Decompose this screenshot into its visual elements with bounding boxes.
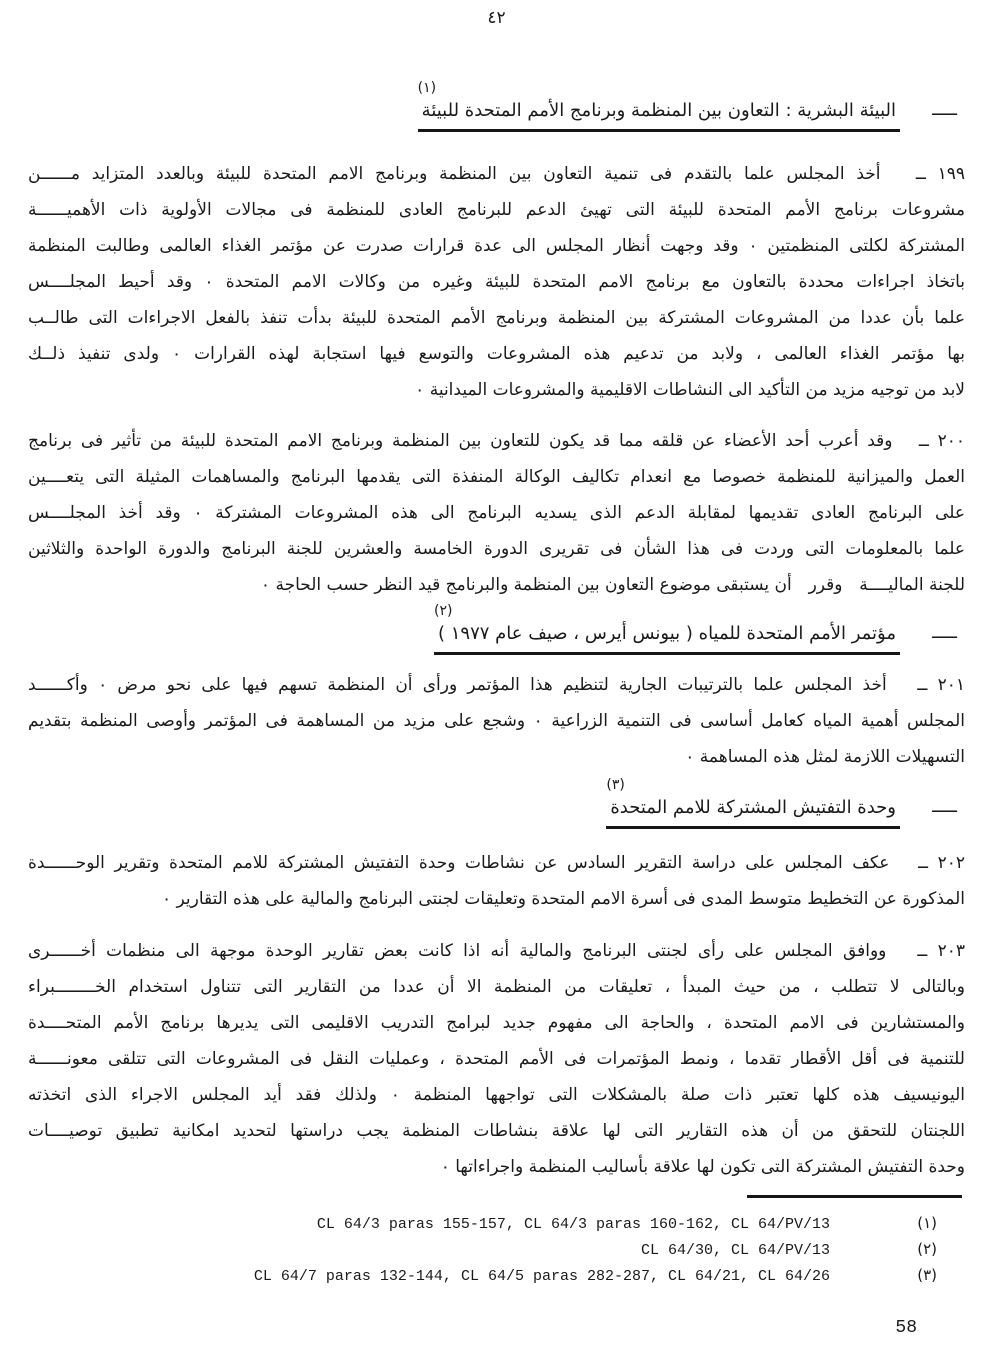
paragraph-201 <box>28 667 965 775</box>
footnote-text: CL 64/30, CL 64/PV/13 <box>640 1242 830 1259</box>
footnote-ref-3: (٣) <box>606 777 625 793</box>
paragraph-line: ٢٠١ ــ أخذ المجلس علما بالترتيبات الجارية لتنظيم هذا المؤتمر ورأى أن المنظمة تسهم فيها على نحو مرض ٠ وأكــــــد <box>28 675 965 695</box>
paragraph-line: للتنمية فى أقل الأقطار تقدما ، ونمط المؤتمرات فى الأمم المتحدة ، وعمليات النقل فى المشروعات التى تتلقى معونــــــة <box>28 1049 965 1069</box>
section-heading-water-conference <box>28 603 965 655</box>
footnote-text: CL 64/3 paras 155-157, CL 64/3 paras 160-162, CL 64/PV/13 <box>316 1216 830 1233</box>
dash-bullet: ـــــ <box>932 797 957 817</box>
paragraph-line: مشروعات برنامج الأمم المتحدة للبيئة التى تهيئ الدعم للبرنامج العادى للمنظمة فى مجالات الأولوية ذات الأهميــــــة <box>28 200 965 220</box>
heading-title: البيئة البشرية : التعاون بين المنظمة وبرنامج الأمم المتحدة للبيئة <box>418 96 900 132</box>
footnote-3 <box>28 1262 965 1288</box>
paragraph-line: وبالتالى لا تتطلب ، من حيث المبدأ ، تعليقات من المنظمة الا أن عددا من التقارير التى تتناول استخدام الخــــــــبراء <box>28 977 965 997</box>
paragraph-line: علما بالمعلومات التى وردت فى هذا الشأن فى تقريرى الدورة الخامسة والعشرين للجنة البرنامج والدورة الواحدة والثلاثين <box>28 539 965 559</box>
footnote-ref-1: (١) <box>417 80 437 96</box>
page-number-top: ٤٢ <box>487 8 506 28</box>
page-number-bottom: 58 <box>895 1318 917 1338</box>
paragraph-line: ٢٠٢ ــ عكف المجلس على دراسة التقرير السادس عن نشاطات وحدة التفتيش المشتركة للامم المتحدة وتقرير الوحــــــدة <box>28 853 965 873</box>
paragraph-line: العمل والميزانية للمنظمة خصوصا مع انعدام تكاليف الوكالة المنفذة التى يقدمها البرنامج والمساهمات المثيلة التى يتعــــين <box>28 467 965 487</box>
heading-body <box>418 80 900 132</box>
section-heading-human-environment <box>28 80 965 132</box>
paragraph-line: اللجنتان للتحقق من أن هذه التقارير التى لها علاقة بنشاطات المنظمة يجب دراستها لتحديد امكانية تطبيق توصيــــات <box>28 1121 965 1141</box>
paragraph-line: المجلس أهمية المياه كعامل أساسى فى التنمية الزراعية ٠ وشجع على مزيد من المساهمة فى المؤتمر وأوصى المنظمة بتقديم <box>28 711 965 731</box>
paragraph-line: وحدة التفتيش المشتركة التى تكون لها علاقة بأساليب المنظمة واجراءاتها ٠ <box>440 1157 965 1177</box>
heading-title: وحدة التفتيش المشتركة للامم المتحدة <box>606 793 900 829</box>
paragraph-line: ٢٠٣ ــ ووافق المجلس على رأى لجنتى البرنامج والمالية أنه اذا كانت بعض تقارير الوحدة موجهة الى منظمات أخــــــرى <box>28 941 965 961</box>
footnote-marker: (٢) <box>917 1240 937 1258</box>
paragraph-line: ٢٠٠ ــ وقد أعرب أحد الأعضاء عن قلقه مما قد يكون للتعاون بين المنظمة وبرنامج الامم المتحدة للبيئة من تأثير فى برنامج <box>28 431 965 451</box>
underlined-decided-word: وقرر <box>803 567 849 603</box>
paragraph-line: ١٩٩ ــ أخذ المجلس علما بالتقدم فى تنمية التعاون بين المنظمة وبرنامج الامم المتحدة للبيئة وبالعدد المتزايد مــــــن <box>28 164 965 184</box>
paragraph-203 <box>28 933 965 1185</box>
line-text-before: للجنة الماليــــة <box>848 575 965 595</box>
paragraph-line: لابد من توجيه مزيد من التأكيد الى النشاطات الاقليمية والمشروعات الميدانية ٠ <box>415 380 965 400</box>
paragraph-line: بها مؤتمر الغذاء العالمى ، ولابد من تدعيم هذه المشروعات والتوسع فيها استجابة لهذه القرارات ٠ ولدى تنفيذ ذلــك <box>28 344 965 364</box>
footnote-text: CL 64/7 paras 132-144, CL 64/5 paras 282-287, CL 64/21, CL 64/26 <box>253 1268 830 1285</box>
heading-body <box>606 777 900 829</box>
footnote-2 <box>28 1236 965 1262</box>
footnote-marker: (١) <box>917 1214 937 1232</box>
paragraph-line: علما بأن عددا من المشروعات المشتركة بين المنظمة وبرنامج الأمم المتحدة للبيئة بدأت تنفذ بالفعل الاجراءات التى طالــب <box>28 308 965 328</box>
footnotes-block <box>28 1210 965 1288</box>
line-text-after: أن يستبقى موضوع التعاون بين المنظمة والبرنامج قيد النظر حسب الحاجة ٠ <box>260 575 803 595</box>
paragraph-line: على البرنامج العادى تقديمها لمقابلة الدعم الذى يسديه البرنامج الى هذه المشروعات المشتركة ٠ وقد أخذ المجلــــس <box>28 503 965 523</box>
paragraph-line: المشتركة لكلتى المنظمتين ٠ وقد وجهت أنظار المجلس الى عدة قرارات صدرت عن مؤتمر الغذاء العالمى وطالبت المنظمة <box>28 236 965 256</box>
paragraph-line: باتخاذ اجراءات محددة بالتعاون مع برنامج الامم المتحدة للبيئة وغيره من وكالات الامم المتحدة ٠ وقد أحيط المجلــــس <box>28 272 965 292</box>
heading-title: مؤتمر الأمم المتحدة للمياه ( بيونس أيرس ، صيف عام ١٩٧٧ ) <box>434 619 900 655</box>
footnote-separator-rule <box>747 1195 962 1198</box>
dash-bullet: ـــــ <box>932 100 957 120</box>
section-heading-joint-inspection-unit <box>28 777 965 829</box>
paragraph-202 <box>28 845 965 917</box>
paragraph-line: والمستشارين فى الامم المتحدة ، والحاجة الى مفهوم جديد لبرامج التدريب الاقليمى التى يديرها برنامج الأمم المتحــــدة <box>28 1013 965 1033</box>
dash-bullet: ـــــ <box>932 623 957 643</box>
paragraph-line: المذكورة عن التخطيط متوسط المدى فى أسرة الامم المتحدة وتعليقات لجنتى البرنامج والمالية على هذه التقارير ٠ <box>161 889 965 909</box>
footnote-1 <box>28 1210 965 1236</box>
paragraph-line: التسهيلات اللازمة لمثل هذه المساهمة ٠ <box>685 747 965 767</box>
footnote-marker: (٣) <box>917 1266 937 1284</box>
paragraph-line <box>28 567 965 603</box>
paragraph-200 <box>28 423 965 603</box>
paragraph-line: اليونيسيف هذه كلها تعتبر ذات صلة بالمشكلات التى تواجهها المنظمة ٠ ولذلك فقد أيد المجلس الاجراء الذى اتخذته <box>28 1085 965 1105</box>
footnote-ref-2: (٢) <box>434 603 453 619</box>
paragraph-199 <box>28 156 965 408</box>
heading-body <box>434 603 900 655</box>
